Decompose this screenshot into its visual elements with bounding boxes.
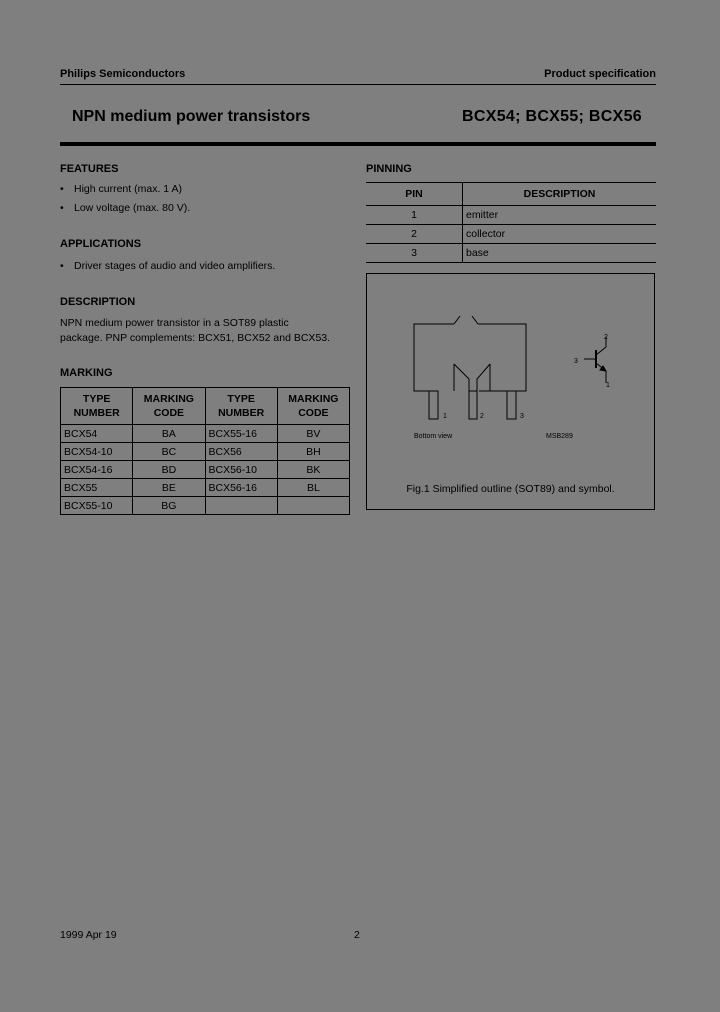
table-cell	[277, 497, 349, 515]
table-cell: 3	[366, 244, 463, 263]
type-numbers: BCX54; BCX55; BCX56	[462, 108, 642, 125]
outline-pin-label: 3	[520, 413, 524, 420]
marking-table	[60, 387, 350, 515]
package-outline	[414, 316, 526, 419]
table-cell: BCX56-10	[205, 461, 277, 479]
table-cell: BCX54-10	[61, 443, 133, 461]
feature-item: • Low voltage (max. 80 V).	[60, 202, 191, 214]
marking-col-header: MARKING CODE	[277, 388, 349, 425]
pinning-col-header: DESCRIPTION	[463, 183, 657, 206]
pinning-col-header: PIN	[366, 183, 463, 206]
table-cell: BG	[133, 497, 205, 515]
table-row	[61, 479, 350, 497]
page-number: 2	[354, 929, 360, 941]
table-cell: BH	[277, 443, 349, 461]
table-row	[61, 461, 350, 479]
features-heading: FEATURES	[60, 163, 119, 175]
table-cell: 2	[366, 225, 463, 244]
table-cell: BC	[133, 443, 205, 461]
table-cell: BCX56	[205, 443, 277, 461]
header-rule	[60, 84, 656, 85]
title-rule	[60, 142, 656, 146]
table-cell: BCX56-16	[205, 479, 277, 497]
table-cell: BK	[277, 461, 349, 479]
description-line: NPN medium power transistor in a SOT89 plastic	[60, 317, 289, 329]
table-cell: collector	[463, 225, 657, 244]
company-name: Philips Semiconductors	[60, 68, 186, 80]
bottom-view-label: Bottom view	[414, 433, 453, 440]
symbol-pin-label: 3	[574, 358, 578, 365]
marking-col-header: TYPE NUMBER	[61, 388, 133, 425]
outline-pin-label: 1	[443, 413, 447, 420]
table-cell: BL	[277, 479, 349, 497]
outline-pin-label: 2	[480, 413, 484, 420]
footer-date: 1999 Apr 19	[60, 929, 117, 941]
sot89-outline-figure	[366, 273, 655, 473]
table-row	[366, 206, 656, 225]
npn-transistor-symbol-icon	[584, 337, 606, 383]
table-cell: BCX54	[61, 425, 133, 443]
table-cell: base	[463, 244, 657, 263]
table-cell: 1	[366, 206, 463, 225]
pinning-table	[366, 182, 656, 263]
table-cell: emitter	[463, 206, 657, 225]
symbol-pin-label: 1	[606, 382, 610, 389]
application-item: • Driver stages of audio and video amplifiers.	[60, 260, 276, 272]
table-cell: BE	[133, 479, 205, 497]
figure-code: MSB289	[546, 433, 573, 440]
feature-item: • High current (max. 1 A)	[60, 183, 182, 195]
figure-caption: Fig.1 Simplified outline (SOT89) and symbol.	[406, 483, 615, 495]
table-row	[61, 425, 350, 443]
table-cell: BCX55-10	[61, 497, 133, 515]
applications-heading: APPLICATIONS	[60, 238, 142, 250]
pinning-heading: PINNING	[366, 163, 412, 175]
pinning-header-row	[366, 183, 656, 206]
document-type: Product specification	[544, 68, 656, 80]
table-cell: BCX55-16	[205, 425, 277, 443]
marking-header-row	[61, 388, 350, 425]
description-heading: DESCRIPTION	[60, 296, 136, 308]
table-cell: BD	[133, 461, 205, 479]
marking-col-header: TYPE NUMBER	[205, 388, 277, 425]
marking-heading: MARKING	[60, 367, 113, 379]
marking-col-header: MARKING CODE	[133, 388, 205, 425]
table-row	[366, 244, 656, 263]
description-line: package. PNP complements: BCX51, BCX52 and BCX53.	[60, 332, 331, 344]
table-cell: BV	[277, 425, 349, 443]
table-cell	[205, 497, 277, 515]
table-row	[366, 225, 656, 244]
symbol-pin-label: 2	[604, 334, 608, 341]
table-row	[61, 443, 350, 461]
table-cell: BCX54-16	[61, 461, 133, 479]
page-title: NPN medium power transistors	[72, 108, 311, 125]
table-cell: BA	[133, 425, 205, 443]
table-row	[61, 497, 350, 515]
table-cell: BCX55	[61, 479, 133, 497]
